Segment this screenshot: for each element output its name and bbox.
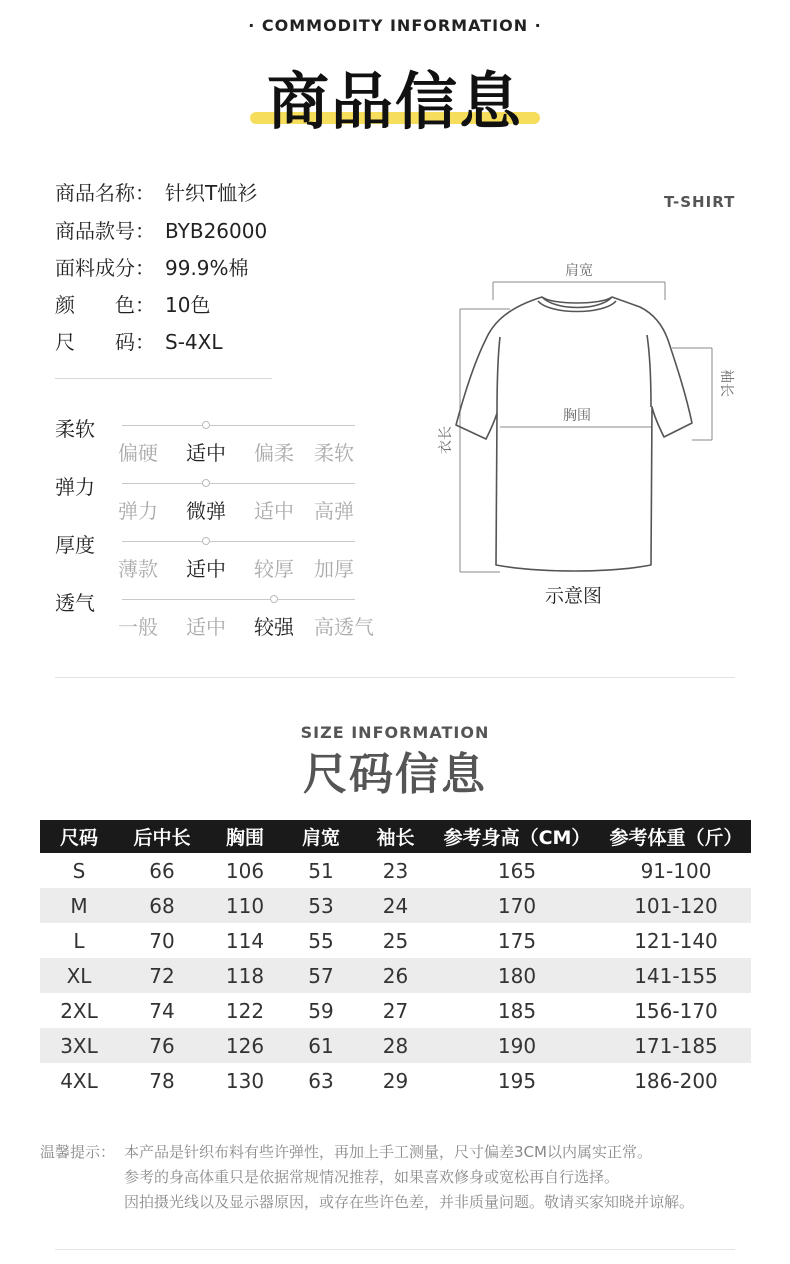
scale-option: 适中 bbox=[186, 441, 226, 465]
table-cell: M bbox=[40, 888, 118, 923]
info-row-fabric bbox=[55, 253, 249, 283]
table-cell: 76 bbox=[118, 1028, 206, 1063]
note-line: 参考的身高体重只是依据常规情况推荐，如果喜欢修身或宽松再自行选择。 bbox=[124, 1168, 620, 1186]
table-row bbox=[40, 958, 751, 993]
tshirt-label: T-SHIRT bbox=[664, 193, 736, 211]
table-cell: 63 bbox=[308, 1068, 334, 1093]
table-cell: 3XL bbox=[40, 1028, 118, 1063]
table-cell: 122 bbox=[225, 998, 265, 1023]
table-row bbox=[40, 853, 751, 888]
table-row bbox=[40, 1028, 751, 1063]
table-cell: 29 bbox=[382, 1068, 409, 1093]
scale-indicator bbox=[202, 537, 210, 545]
scale-option: 一般 bbox=[118, 615, 158, 639]
scale-option: 加厚 bbox=[314, 557, 354, 581]
table-header-cell: 胸围 bbox=[206, 820, 284, 853]
size-subtitle-en: SIZE INFORMATION bbox=[300, 723, 490, 742]
table-cell: 28 bbox=[358, 1028, 433, 1063]
table-cell: S bbox=[72, 858, 86, 883]
chest-label: 胸围 bbox=[563, 408, 591, 424]
table-cell: 130 bbox=[225, 1068, 265, 1093]
length-label: 衣长 bbox=[438, 426, 454, 454]
scale-option: 适中 bbox=[186, 615, 226, 639]
table-cell: 55 bbox=[308, 928, 334, 953]
info-row-style-no bbox=[55, 216, 267, 246]
table-cell: 23 bbox=[382, 858, 409, 883]
scale-track bbox=[122, 541, 355, 542]
table-header-cell: 袖长 bbox=[358, 820, 433, 853]
note-line: 因拍摄光线以及显示器原因，或存在些许色差，并非质量问题。敬请买家知晓并谅解。 bbox=[124, 1193, 695, 1211]
table-row bbox=[40, 993, 751, 1028]
table-cell: 170 bbox=[433, 888, 601, 923]
scale-option: 较厚 bbox=[254, 557, 294, 581]
table-cell: 165 bbox=[497, 858, 537, 883]
info-key: 面料成分： bbox=[55, 256, 155, 280]
section-divider bbox=[55, 677, 735, 678]
info-key: 商品款号： bbox=[55, 219, 155, 243]
table-cell: 190 bbox=[433, 1028, 601, 1063]
table-cell: 175 bbox=[497, 928, 537, 953]
scale-option: 适中 bbox=[254, 499, 294, 523]
scale-option: 偏硬 bbox=[118, 441, 158, 465]
table-cell: 57 bbox=[284, 958, 358, 993]
scale-option: 高透气 bbox=[314, 615, 374, 639]
table-cell: 25 bbox=[382, 928, 409, 953]
table-cell: 101-120 bbox=[601, 888, 751, 923]
table-cell: L bbox=[73, 928, 85, 953]
table-header-cell: 后中长 bbox=[118, 820, 206, 853]
info-row-size bbox=[55, 327, 222, 357]
scale-indicator bbox=[202, 479, 210, 487]
info-key: 商品名称： bbox=[55, 181, 155, 205]
table-cell: 171-185 bbox=[601, 1028, 751, 1063]
table-cell: 185 bbox=[497, 998, 537, 1023]
table-row bbox=[40, 1063, 751, 1098]
info-row-name bbox=[55, 178, 257, 208]
table-header-cell: 肩宽 bbox=[284, 820, 358, 853]
table-cell: 121-140 bbox=[634, 928, 718, 953]
table-cell: 27 bbox=[382, 998, 409, 1023]
table-row bbox=[40, 923, 751, 958]
table-header-cell: 参考身高（CM） bbox=[433, 820, 601, 853]
table-cell: 195 bbox=[497, 1068, 537, 1093]
table-cell: 126 bbox=[206, 1028, 284, 1063]
tshirt-diagram bbox=[438, 255, 734, 580]
header-subtitle-en: · COMMODITY INFORMATION · bbox=[248, 16, 542, 35]
table-cell: XL bbox=[40, 958, 118, 993]
table-cell: 66 bbox=[149, 858, 175, 883]
table-cell: 141-155 bbox=[601, 958, 751, 993]
diagram-caption: 示意图 bbox=[545, 585, 603, 607]
scale-option: 高弹 bbox=[314, 499, 354, 523]
info-value: 99.9%棉 bbox=[165, 256, 249, 280]
table-header-cell: 尺码 bbox=[40, 820, 118, 853]
scale-indicator bbox=[202, 421, 210, 429]
info-value: 针织T恤衫 bbox=[165, 181, 258, 205]
table-cell: 106 bbox=[225, 858, 265, 883]
size-table bbox=[40, 820, 751, 1098]
scale-title: 透气 bbox=[55, 591, 95, 615]
scale-option: 适中 bbox=[186, 557, 226, 581]
table-cell: 118 bbox=[206, 958, 284, 993]
table-cell: 70 bbox=[149, 928, 175, 953]
scale-option: 较强 bbox=[254, 615, 294, 639]
table-cell: 53 bbox=[284, 888, 358, 923]
scale-option: 偏柔 bbox=[254, 441, 294, 465]
scale-option: 微弹 bbox=[186, 499, 226, 523]
note-line: 本产品是针织布料有些许弹性，再加上手工测量，尺寸偏差3CM以内属实正常。 bbox=[124, 1143, 652, 1161]
info-divider bbox=[55, 378, 272, 379]
table-cell: 91-100 bbox=[640, 858, 712, 883]
info-key: 尺 码： bbox=[55, 330, 155, 354]
info-row-color bbox=[55, 290, 210, 320]
table-cell: 186-200 bbox=[634, 1068, 718, 1093]
info-value: 10色 bbox=[165, 293, 211, 317]
table-cell: 74 bbox=[149, 998, 175, 1023]
table-cell: 59 bbox=[308, 998, 334, 1023]
table-header-cell: 参考体重（斤） bbox=[601, 820, 751, 853]
info-value: S-4XL bbox=[165, 330, 223, 354]
table-cell: 78 bbox=[149, 1068, 175, 1093]
page-title: 商品信息 bbox=[266, 65, 523, 138]
scale-option: 柔软 bbox=[314, 441, 354, 465]
scale-track bbox=[122, 599, 355, 600]
table-cell: 61 bbox=[284, 1028, 358, 1063]
table-cell: 110 bbox=[206, 888, 284, 923]
table-cell: 26 bbox=[358, 958, 433, 993]
scale-title: 厚度 bbox=[55, 533, 95, 557]
scale-title: 弹力 bbox=[55, 475, 95, 499]
scale-option: 薄款 bbox=[118, 557, 158, 581]
scale-track bbox=[122, 425, 355, 426]
scale-title: 柔软 bbox=[55, 417, 95, 441]
scale-track bbox=[122, 483, 355, 484]
scale-option: 弹力 bbox=[118, 499, 158, 523]
shoulder-width-label: 肩宽 bbox=[565, 263, 593, 279]
bottom-divider bbox=[55, 1249, 735, 1250]
info-value: BYB26000 bbox=[165, 219, 268, 243]
table-cell: 24 bbox=[358, 888, 433, 923]
table-cell: 72 bbox=[118, 958, 206, 993]
table-cell: 114 bbox=[225, 928, 265, 953]
table-cell: 180 bbox=[433, 958, 601, 993]
table-cell: 51 bbox=[308, 858, 334, 883]
notes-label: 温馨提示： bbox=[40, 1143, 116, 1161]
size-title: 尺码信息 bbox=[303, 749, 487, 800]
table-header-row bbox=[40, 820, 751, 853]
table-cell: 68 bbox=[118, 888, 206, 923]
table-cell: 4XL bbox=[60, 1068, 98, 1093]
scale-indicator bbox=[270, 595, 278, 603]
table-cell: 156-170 bbox=[634, 998, 718, 1023]
info-key: 颜 色： bbox=[55, 293, 155, 317]
sleeve-length-label: 袖长 bbox=[718, 369, 734, 397]
table-cell: 2XL bbox=[60, 998, 98, 1023]
table-row bbox=[40, 888, 751, 923]
